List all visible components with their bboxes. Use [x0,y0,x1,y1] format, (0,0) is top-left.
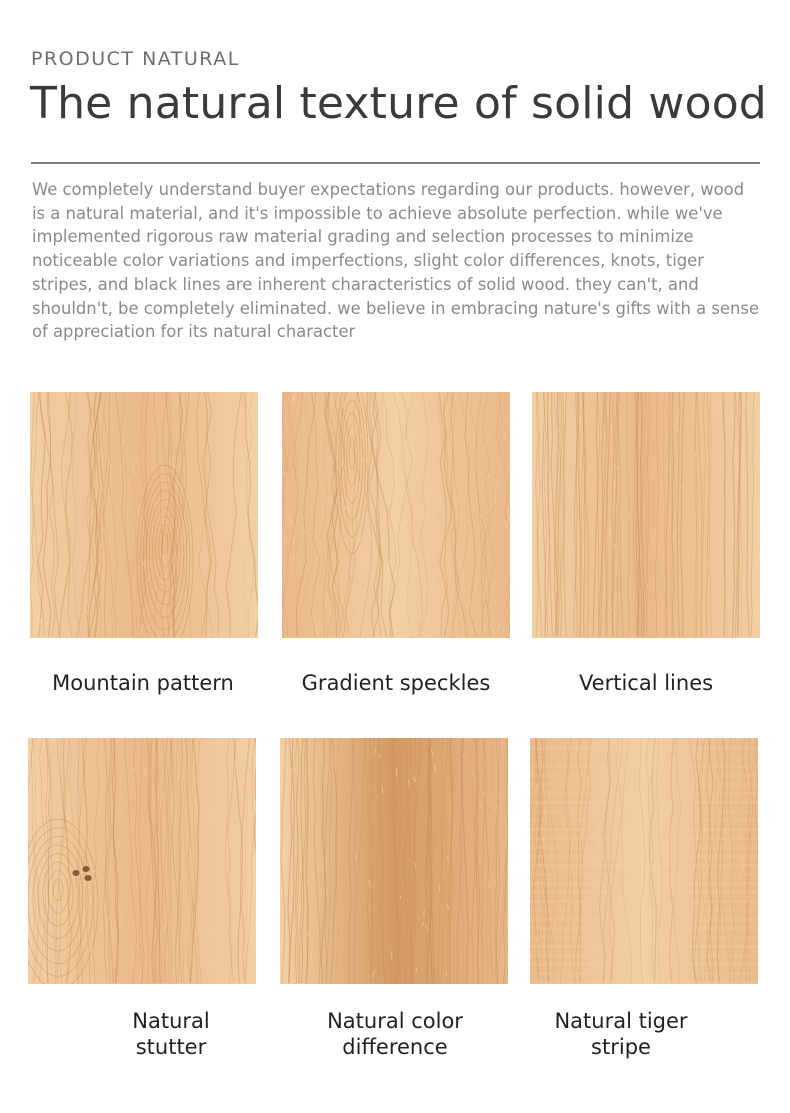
wood-sample-natural-stutter [28,738,256,984]
wood-texture-speckles [282,392,510,638]
sample-caption [23,670,263,696]
wood-texture-tiger-stripe [530,738,758,984]
sample-caption [51,1008,291,1060]
sample-caption [501,1008,741,1060]
caption-line: Mountain pattern [52,671,234,695]
wood-texture-vertical [532,392,760,638]
caption-line: Natural color [327,1009,463,1033]
caption-line: stutter [135,1035,207,1059]
caption-line: stripe [591,1035,651,1059]
sample-caption [275,1008,515,1060]
wood-sample-natural-color-difference [280,738,508,984]
wood-sample-natural-tiger-stripe [530,738,758,984]
wood-sample-vertical-lines [532,392,760,638]
page-title: The natural texture of solid wood [30,78,767,129]
wood-texture-color-difference [280,738,508,984]
caption-line: Natural [132,1009,210,1033]
description-paragraph: We completely understand buyer expectations regarding our products. however, wood is a natural material, and it's impossible to achieve absolute perfection. while we've implemented rigorous raw material grading and selection processes to minimize noticeable color variations and imperfections, slight color differences, knots, tiger stripes, and black lines are inherent characteristics of solid wood. they can't, and shouldn't, be completely eliminated. we believe in embracing nature's gifts with a sense of appreciation for its natural character [32,180,760,342]
caption-line: Gradient speckles [301,671,491,695]
sample-caption [276,670,516,696]
caption-line: Vertical lines [578,671,714,695]
wood-sample-mountain-pattern [30,392,258,638]
caption-line: Natural tiger [554,1009,688,1033]
wood-texture-mountain [30,392,258,638]
eyebrow-text: PRODUCT NATURAL [31,48,240,70]
wood-texture-knot [28,738,256,984]
sample-caption [526,670,766,696]
wood-sample-gradient-speckles [282,392,510,638]
title-divider [31,162,760,164]
caption-line: difference [342,1035,448,1059]
